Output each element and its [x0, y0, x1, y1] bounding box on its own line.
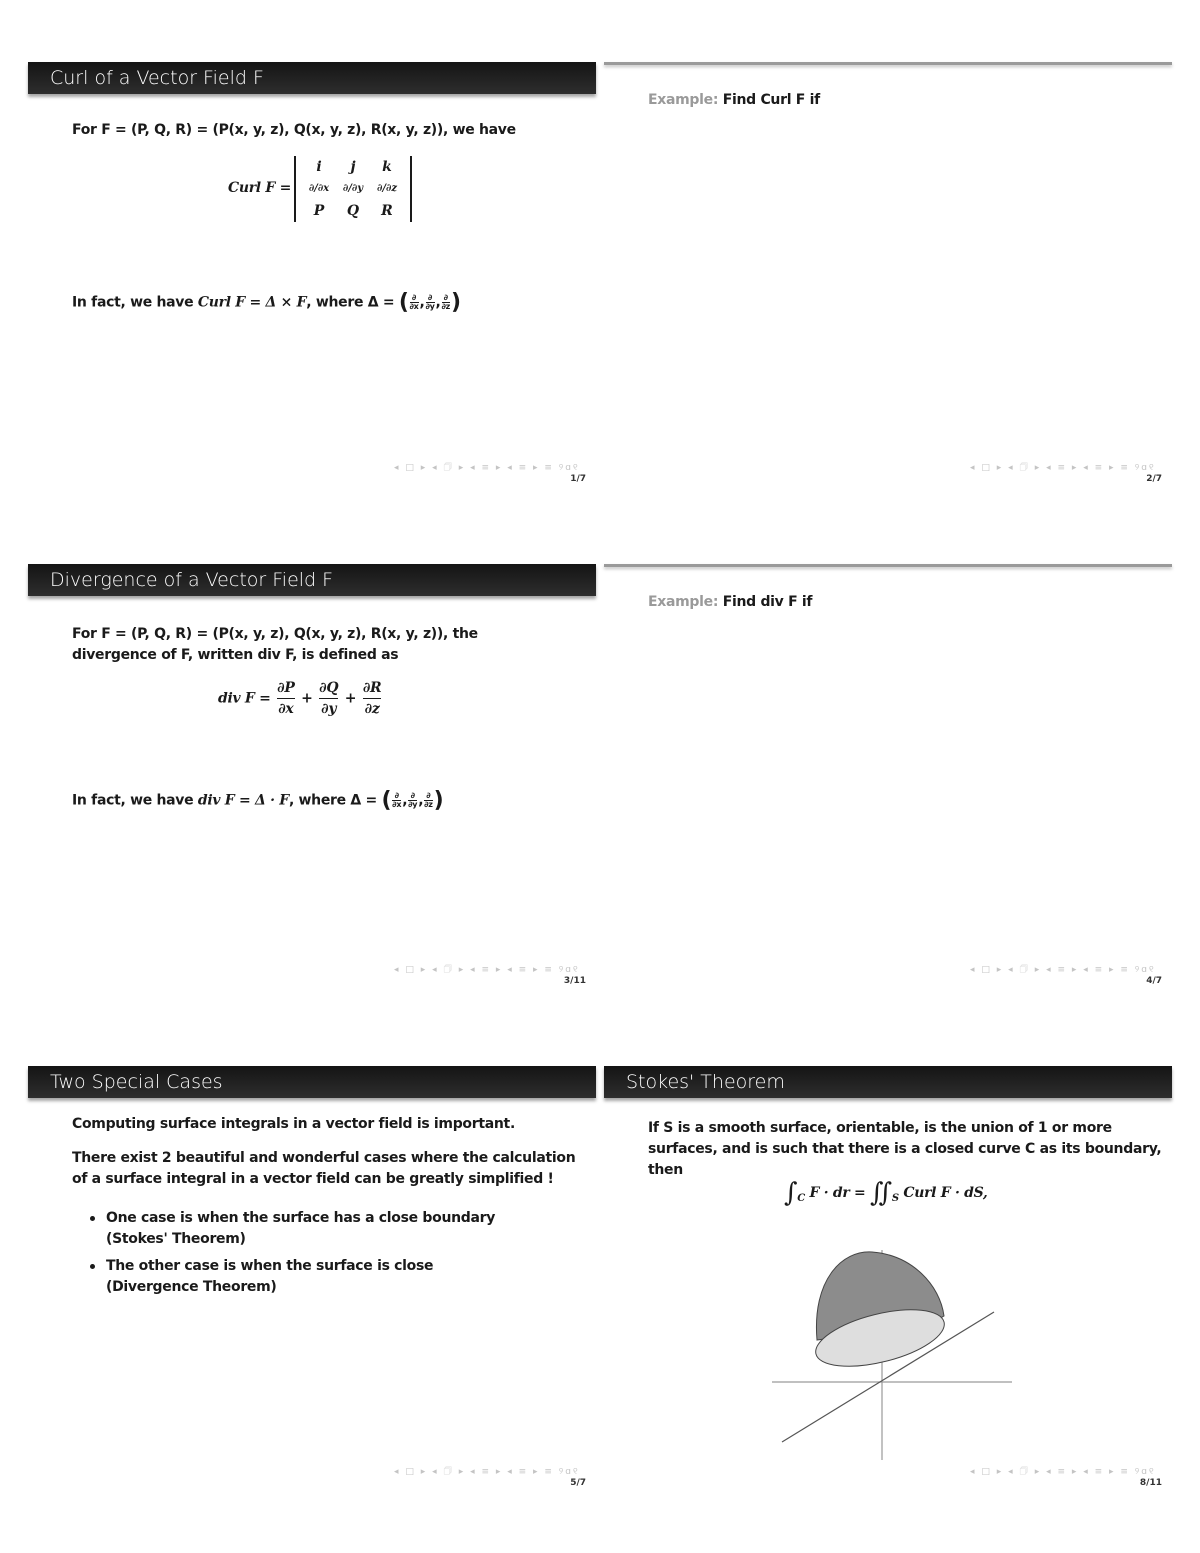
- matrix-cell: k: [382, 159, 392, 175]
- paren-open: (: [398, 290, 409, 315]
- paren-close: ): [433, 788, 444, 813]
- bullet-text: The other case is when the surface is close: [106, 1258, 434, 1274]
- page-number: 2/7: [1146, 474, 1162, 484]
- example-label: Example:: [648, 594, 719, 610]
- matrix-cell: ∂/∂y: [342, 183, 364, 194]
- curl-lhs: Curl F =: [228, 180, 292, 196]
- list-item: [86, 1208, 495, 1250]
- slide-3: [28, 564, 596, 1004]
- slide-4: [604, 564, 1172, 1004]
- nav-bar[interactable]: ◂ □ ▸ ◂ 🗇 ▸ ◂ ≡ ▸ ◂ ≡ ▸ ≡ ୨ɑ୧: [394, 463, 580, 473]
- slide-title: Two Special Cases: [28, 1066, 596, 1098]
- separator: ,: [435, 294, 441, 311]
- subscript-s: S: [891, 1192, 899, 1204]
- matrix-cell: R: [381, 203, 393, 219]
- slide-title: Divergence of a Vector Field F: [28, 564, 596, 596]
- div-lhs: div F =: [218, 690, 271, 707]
- div-term: $\frac{\partial P}{\partial x}$: [277, 680, 295, 717]
- div-term: $\frac{\partial R}{\partial z}$: [362, 680, 382, 717]
- page-number: 4/7: [1146, 976, 1162, 986]
- nav-bar[interactable]: ◂ □ ▸ ◂ 🗇 ▸ ◂ ≡ ▸ ◂ ≡ ▸ ≡ ୨ɑ୧: [394, 965, 580, 975]
- plus-sign: +: [344, 690, 357, 707]
- separator: ,: [418, 792, 424, 809]
- separator: ,: [419, 294, 425, 311]
- grad-part: ∂ ∂x: [409, 293, 419, 311]
- para-2-line-1: There exist 2 beautiful and wonderful cases where the calculation: [72, 1150, 576, 1166]
- page-number: 3/11: [563, 976, 586, 986]
- div-term: $\frac{\partial Q}{\partial y}$: [319, 680, 339, 717]
- slide-1: [28, 62, 596, 502]
- theorem-line-3: then: [648, 1162, 683, 1178]
- fact-mid: , where Δ =: [288, 792, 382, 809]
- slide-title: Stokes' Theorem: [604, 1066, 1172, 1098]
- matrix-cell: P: [313, 203, 325, 219]
- fact-math: div F = Δ · F: [197, 792, 289, 809]
- slide-title: Curl of a Vector Field F: [28, 62, 596, 94]
- fact-prefix: In fact, we have: [72, 792, 198, 809]
- slide-intro-2: divergence of F, written div F, is defined as: [72, 647, 399, 663]
- stokes-surface-figure: [772, 1240, 1032, 1460]
- nav-bar[interactable]: ◂ □ ▸ ◂ 🗇 ▸ ◂ ≡ ▸ ◂ ≡ ▸ ≡ ୨ɑ୧: [970, 965, 1156, 975]
- bullet-text: (Divergence Theorem): [106, 1279, 277, 1295]
- page-number: 1/7: [570, 474, 586, 484]
- grad-part: ∂ ∂z: [441, 293, 450, 311]
- plus-sign: +: [301, 690, 313, 707]
- example-text: Find div F if: [722, 594, 813, 610]
- nav-bar[interactable]: ◂ □ ▸ ◂ 🗇 ▸ ◂ ≡ ▸ ◂ ≡ ▸ ≡ ୨ɑ୧: [970, 463, 1156, 473]
- line-integral-sign: ∫: [784, 1178, 798, 1208]
- example-line: [648, 594, 812, 610]
- slide-2: [604, 62, 1172, 502]
- slide-intro-1: For F = (P, Q, R) = (P(x, y, z), Q(x, y, z), R(x, y, z)), the: [72, 626, 478, 642]
- slide-6: [604, 1066, 1172, 1506]
- fact-mid: , where Δ =: [306, 294, 399, 311]
- matrix-cell: ∂/∂z: [376, 183, 397, 194]
- para-1: Computing surface integrals in a vector field is important.: [72, 1116, 515, 1132]
- example-label: Example:: [648, 92, 719, 108]
- matrix-cell: ∂/∂x: [308, 183, 330, 194]
- grad-part: ∂ ∂y: [425, 293, 435, 311]
- stokes-formula: [784, 1178, 988, 1208]
- slide-fact: [72, 290, 461, 315]
- formula-mid: F · dr =: [809, 1185, 866, 1201]
- bullet-text: (Stokes' Theorem): [106, 1231, 246, 1247]
- fact-math: Curl F = Δ × F: [197, 294, 307, 311]
- formula-right: Curl F · dS,: [903, 1185, 988, 1201]
- grad-part: ∂ ∂y: [408, 791, 418, 809]
- matrix-cell: j: [350, 159, 356, 175]
- bullet-list: [86, 1208, 495, 1304]
- fact-prefix: In fact, we have: [72, 294, 198, 311]
- list-item: [86, 1256, 495, 1298]
- bullet-text: One case is when the surface has a close boundary: [106, 1210, 496, 1226]
- subscript-c: C: [797, 1192, 805, 1204]
- slide-intro: For F = (P, Q, R) = (P(x, y, z), Q(x, y, z), R(x, y, z)), we have: [72, 122, 516, 138]
- matrix-cell: i: [316, 159, 322, 175]
- paren-close: ): [451, 290, 461, 315]
- grad-part: ∂ ∂z: [424, 791, 433, 809]
- separator: ,: [402, 792, 408, 809]
- matrix-cell: Q: [346, 203, 360, 219]
- slide-5: [28, 1066, 596, 1506]
- example-line: [648, 92, 820, 108]
- curl-determinant: [294, 156, 412, 222]
- theorem-line-2: surfaces, and is such that there is a closed curve C as its boundary,: [648, 1141, 1162, 1157]
- example-text: Find Curl F if: [722, 92, 820, 108]
- slide-fact: [72, 788, 443, 813]
- nav-bar[interactable]: ◂ □ ▸ ◂ 🗇 ▸ ◂ ≡ ▸ ◂ ≡ ▸ ≡ ୨ɑ୧: [970, 1467, 1156, 1477]
- page-number: 5/7: [570, 1478, 586, 1488]
- div-formula: [218, 678, 383, 719]
- page-number: 8/11: [1139, 1478, 1162, 1488]
- slide-top-rule: [604, 62, 1172, 65]
- paren-open: (: [381, 788, 392, 813]
- para-2-line-2: of a surface integral in a vector field can be greatly simplified !: [72, 1171, 554, 1187]
- nav-bar[interactable]: ◂ □ ▸ ◂ 🗇 ▸ ◂ ≡ ▸ ◂ ≡ ▸ ≡ ୨ɑ୧: [394, 1467, 580, 1477]
- grad-part: ∂ ∂x: [392, 791, 402, 809]
- surface-integral-sign: ∬: [870, 1178, 892, 1208]
- theorem-line-1: If S is a smooth surface, orientable, is the union of 1 or more: [648, 1120, 1112, 1136]
- slide-top-rule: [604, 564, 1172, 567]
